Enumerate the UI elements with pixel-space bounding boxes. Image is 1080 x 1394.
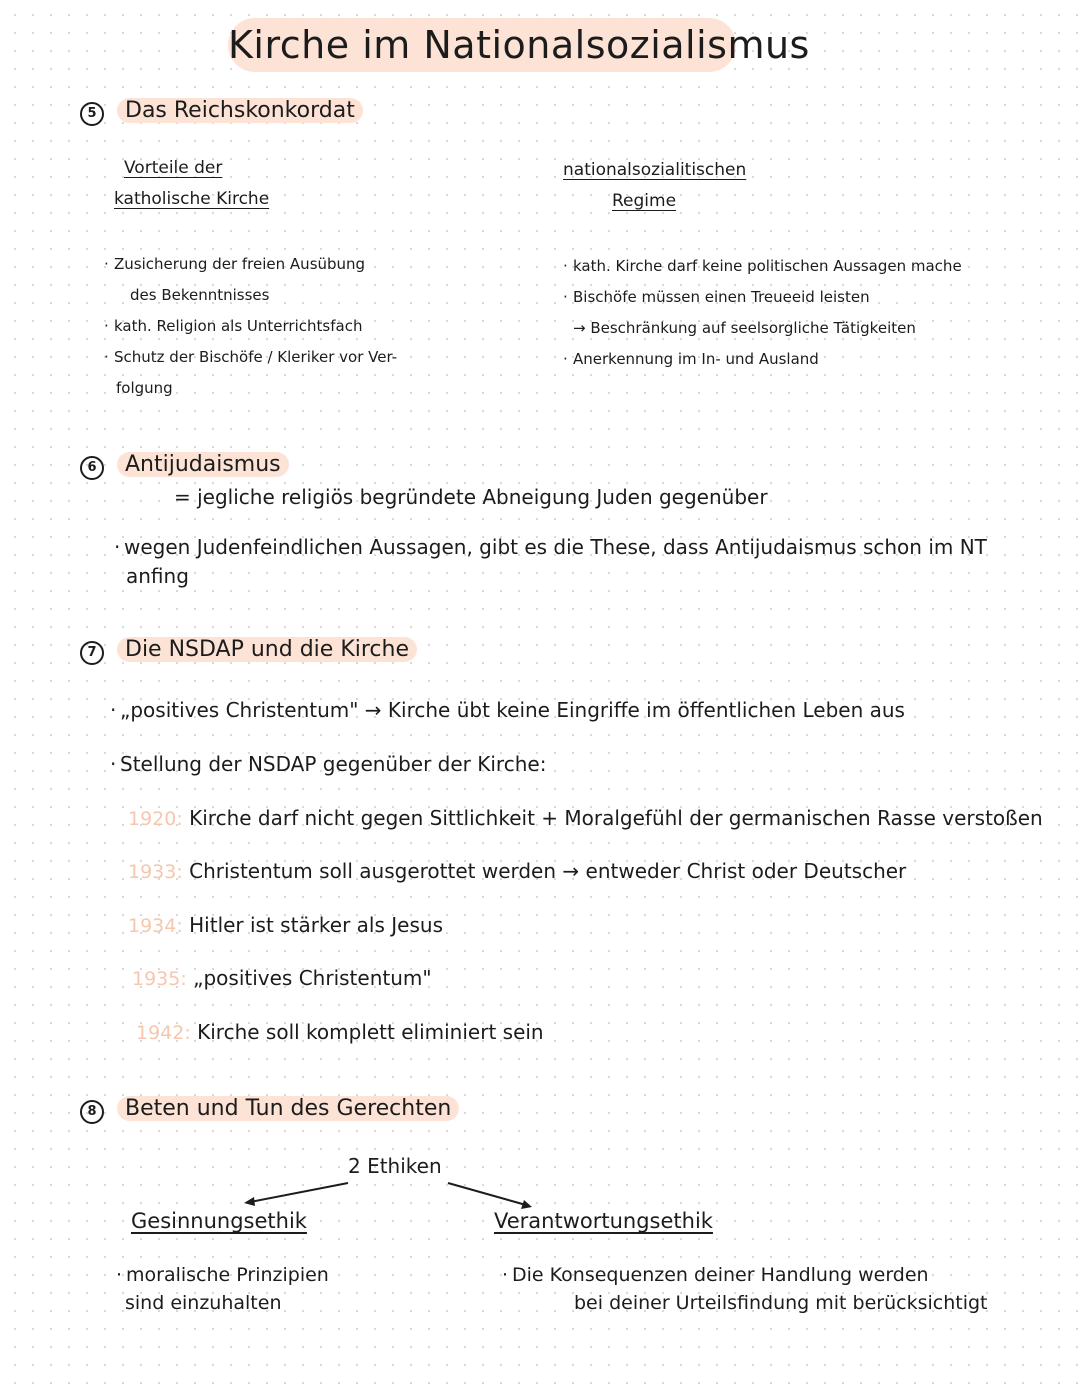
- right-column-heading-1: nationalsozialitischen: [563, 160, 747, 180]
- gesinnungsethik-text-2: sind einzuhalten: [125, 1292, 282, 1314]
- paragraph-line: · wegen Judenfeindlichen Aussagen, gibt es die These, dass Antijudaismus schon im NT: [114, 535, 987, 559]
- arrow-left-line: [250, 1183, 348, 1202]
- timeline-text: Kirche darf nicht gegen Sittlichkeit + Moralgefühl der germanischen Rasse verstoßen: [189, 806, 1043, 830]
- page-title: Kirche im Nationalsozialismus: [228, 18, 736, 72]
- arrow-left-head: [244, 1197, 255, 1206]
- timeline-year: 1920:: [128, 808, 183, 830]
- left-column-heading-1: Vorteile der: [124, 158, 223, 178]
- timeline-year: 1933:: [128, 861, 183, 883]
- section-7-title: Die NSDAP und die Kirche: [117, 637, 417, 662]
- arrow-right-head: [521, 1200, 532, 1209]
- timeline-year: 1942:: [136, 1022, 191, 1044]
- verantwortungsethik-text-1: · Die Konsequenzen deiner Handlung werden: [502, 1264, 929, 1286]
- list-item: · kath. Kirche darf keine politischen Aussagen mache: [563, 257, 962, 275]
- section-number: 7: [80, 641, 104, 665]
- timeline-text: Christentum soll ausgerottet werden → entweder Christ oder Deutscher: [189, 859, 907, 883]
- section-number: 5: [80, 102, 104, 126]
- timeline-year: 1934:: [128, 915, 183, 937]
- bullet-point: · „positives Christentum" → Kirche übt keine Eingriffe im öffentlichen Leben aus: [110, 698, 905, 722]
- ethics-center-label: 2 Ethiken: [348, 1154, 442, 1178]
- list-item: · Bischöfe müssen einen Treueeid leisten: [563, 288, 870, 306]
- list-item: · Schutz der Bischöfe / Kleriker vor Ver-: [104, 348, 398, 366]
- list-item: folgung: [116, 379, 173, 397]
- section-number: 8: [80, 1100, 104, 1124]
- arrow-right-line: [448, 1183, 526, 1205]
- timeline-text: Hitler ist stärker als Jesus: [189, 913, 443, 937]
- list-item: des Bekenntnisses: [130, 286, 270, 304]
- list-item: · kath. Religion als Unterrichtsfach: [104, 317, 363, 335]
- list-item: · Zusicherung der freien Ausübung: [104, 255, 366, 273]
- right-column-heading-2: Regime: [612, 191, 677, 211]
- left-column-heading-2: katholische Kirche: [114, 189, 270, 209]
- definition-text: = jegliche religiös begründete Abneigung Juden gegenüber: [174, 485, 768, 509]
- list-item: · Anerkennung im In- und Ausland: [563, 350, 819, 368]
- list-item: → Beschränkung auf seelsorgliche Tätigkeiten: [573, 319, 916, 337]
- verantwortungsethik-text-2: bei deiner Urteilsfindung mit berücksichtigt: [574, 1292, 988, 1314]
- bullet-point: · Stellung der NSDAP gegenüber der Kirche:: [110, 752, 547, 776]
- paragraph-line: anfing: [126, 564, 189, 588]
- section-number: 6: [80, 456, 104, 480]
- gesinnungsethik-heading: Gesinnungsethik: [131, 1209, 307, 1233]
- gesinnungsethik-text-1: · moralische Prinzipien: [116, 1264, 329, 1286]
- section-8-title: Beten und Tun des Gerechten: [117, 1096, 459, 1121]
- section-6-title: Antijudaismus: [117, 452, 289, 477]
- verantwortungsethik-heading: Verantwortungsethik: [494, 1209, 713, 1233]
- timeline-text: „positives Christentum": [193, 966, 432, 990]
- timeline-text: Kirche soll komplett eliminiert sein: [197, 1020, 544, 1044]
- timeline-year: 1935:: [132, 968, 187, 990]
- section-5-title: Das Reichskonkordat: [117, 98, 363, 123]
